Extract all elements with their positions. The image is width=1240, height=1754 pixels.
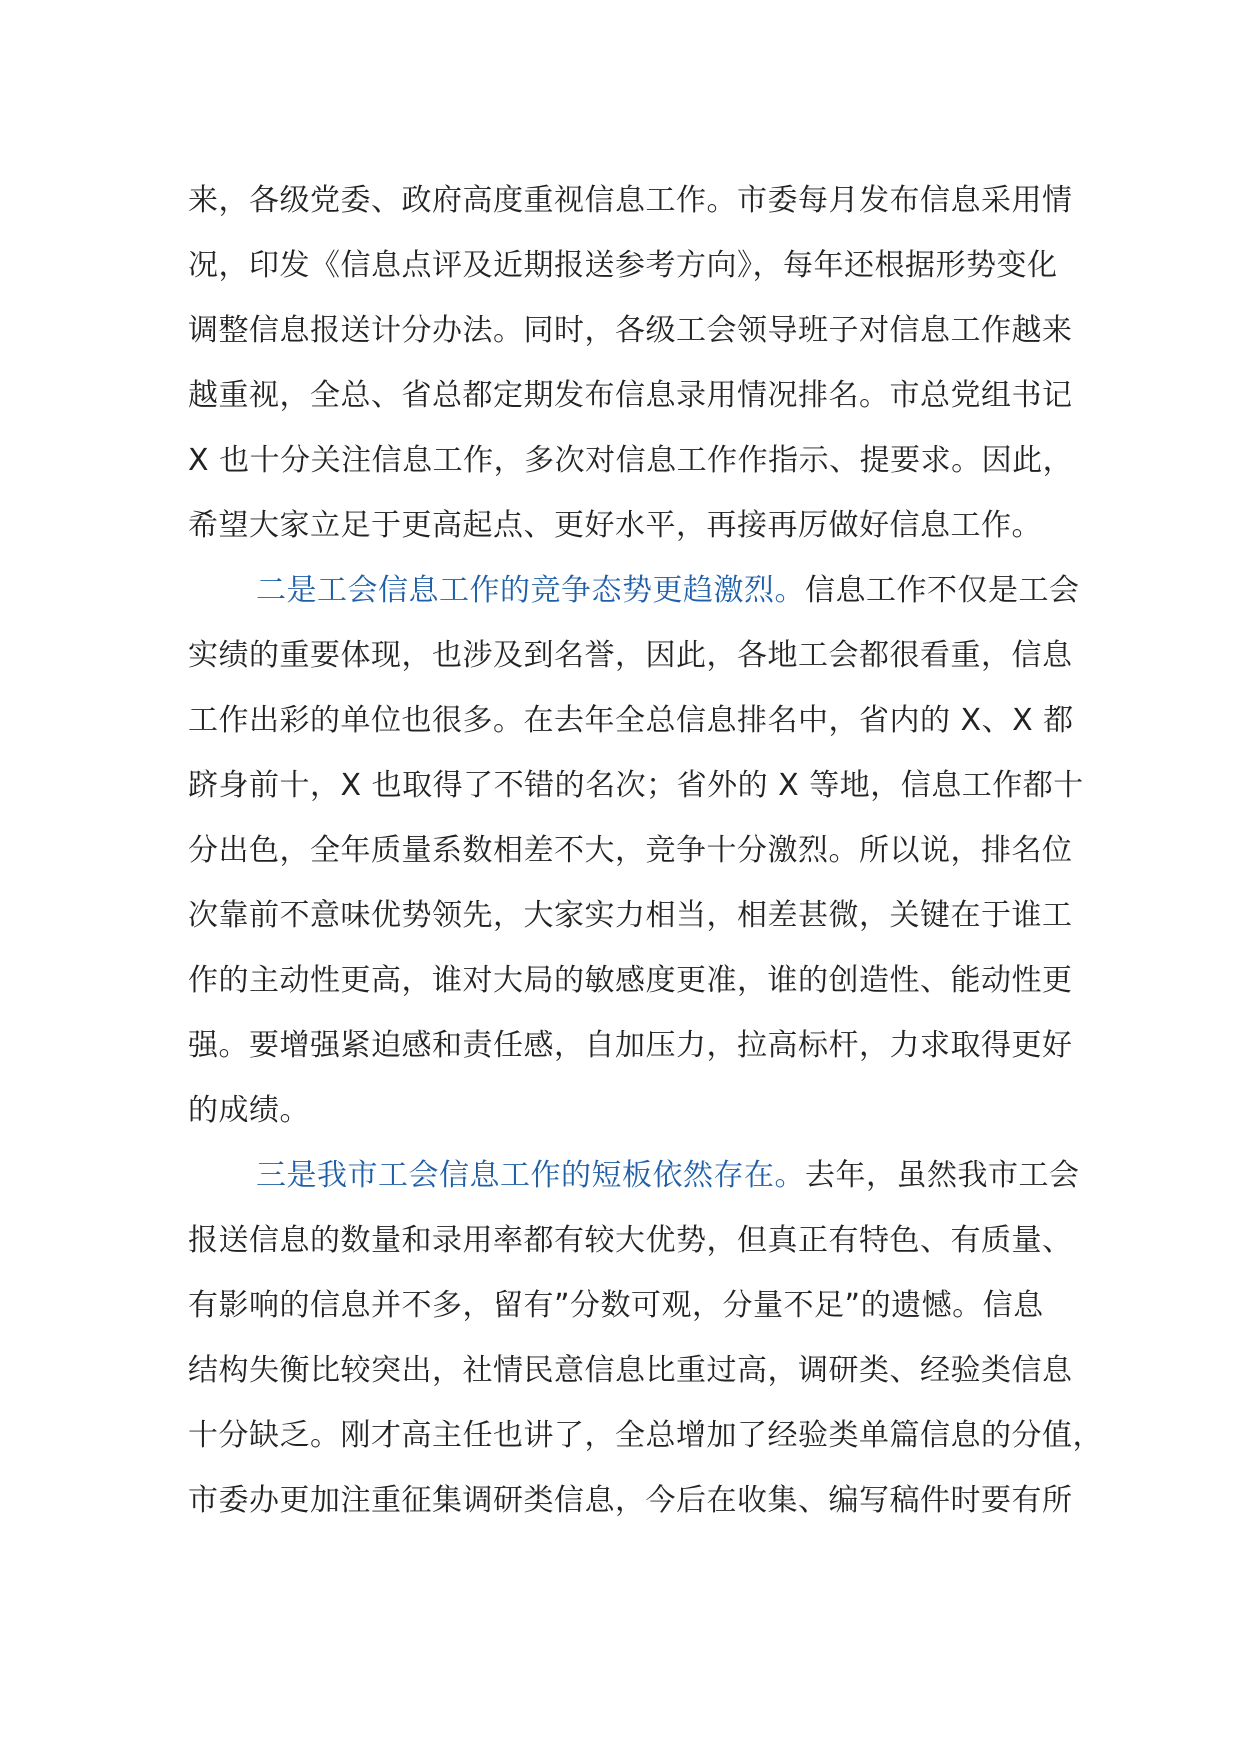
text-line: 有影响的信息并不多，留有”分数可观，分量不足”的遗憾。信息 (188, 1288, 1044, 1323)
paragraph-1 (188, 168, 1074, 558)
text-line: 作的主动性更高，谁对大局的敏感度更准，谁的创造性、能动性更 (188, 963, 1073, 998)
text-line: 况，印发《信息点评及近期报送参考方向》，每年还根据形势变化 (188, 248, 1058, 283)
text-line: 希望大家立足于更高起点、更好水平，再接再厉做好信息工作。 (188, 508, 1042, 543)
text-line: 报送信息的数量和录用率都有较大优势，但真正有特色、有质量、 (188, 1223, 1073, 1258)
section-heading: 三是我市工会信息工作的短板依然存在。 (256, 1158, 805, 1193)
text-line: 来，各级党委、政府高度重视信息工作。市委每月发布信息采用情 (188, 183, 1073, 218)
text-line: 次靠前不意味优势领先，大家实力相当，相差甚微，关键在于谁工 (188, 898, 1073, 933)
text-line-first (188, 1143, 1080, 1208)
text-line: 十分缺乏。刚才高主任也讲了，全总增加了经验类单篇信息的分值， (188, 1418, 1103, 1453)
text-line: 越重视，全总、省总都定期发布信息录用情况排名。市总党组书记 (188, 378, 1073, 413)
section-heading: 二是工会信息工作的竞争态势更趋激烈。 (256, 573, 805, 608)
text-line-first (188, 558, 1080, 623)
text-line: 调整信息报送计分办法。同时，各级工会领导班子对信息工作越来 (188, 313, 1073, 348)
text-line: 的成绩。 (188, 1093, 310, 1128)
text-line: 强。要增强紧迫感和责任感，自加压力，拉高标杆，力求取得更好 (188, 1028, 1073, 1063)
text-line: 工作出彩的单位也很多。在去年全总信息排名中，省内的 X、X 都 (188, 703, 1074, 738)
text-line: 实绩的重要体现，也涉及到名誉，因此，各地工会都很看重，信息 (188, 638, 1073, 673)
text-line: 跻身前十，X 也取得了不错的名次；省外的 X 等地，信息工作都十 (188, 768, 1084, 803)
text-run: 去年，虽然我市工会 (805, 1158, 1080, 1193)
document-body (188, 168, 1103, 1533)
paragraph-2 (188, 558, 1084, 1143)
text-line: 分出色，全年质量系数相差不大，竞争十分激烈。所以说，排名位 (188, 833, 1073, 868)
text-line: X 也十分关注信息工作，多次对信息工作作指示、提要求。因此， (188, 443, 1074, 478)
text-run: 信息工作不仅是工会 (805, 573, 1080, 608)
paragraph-3 (188, 1143, 1103, 1533)
text-line: 结构失衡比较突出，社情民意信息比重过高，调研类、经验类信息 (188, 1353, 1073, 1388)
text-line: 市委办更加注重征集调研类信息，今后在收集、编写稿件时要有所 (188, 1483, 1073, 1518)
